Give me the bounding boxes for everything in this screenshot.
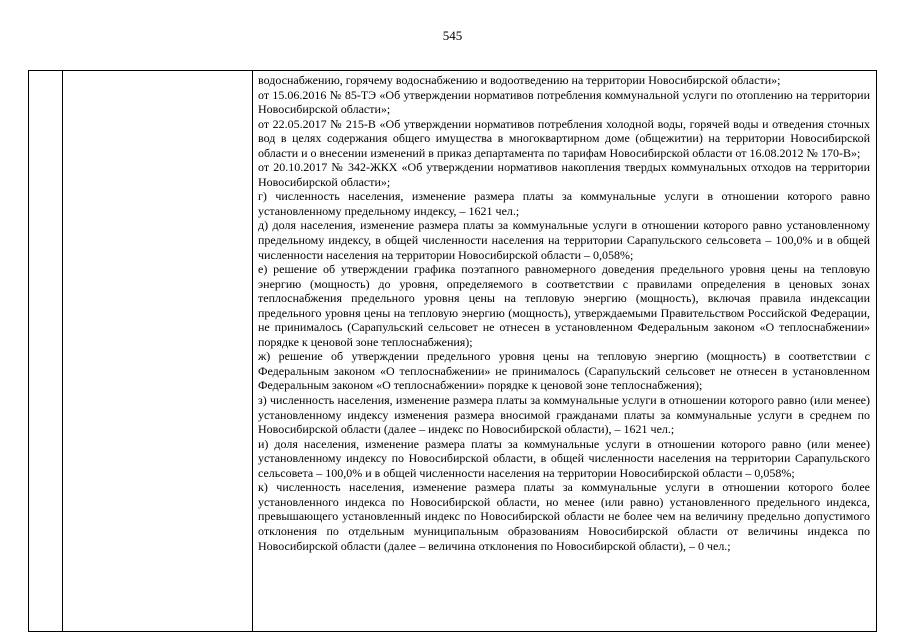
- table-column-text: [253, 71, 876, 631]
- paragraph: и) доля населения, изменение размера платы за коммунальные услуги в отношении которого равно (или менее) установленному индексу по Новосибирской области, в общей численности населения на территории Сарапульского сельсовета – 100,0% и в общей численности населения на территории Новосибирской области – 0,058%;: [258, 436, 870, 480]
- paragraph: г) численность населения, изменение размера платы за коммунальные услуги в отношении которого равно установленному предельному индексу, – 1621 чел.;: [258, 189, 870, 218]
- paragraph: д) доля населения, изменение размера платы за коммунальные услуги в отношении которого равно установленному предельному индексу, в общей численности населения на территории Сарапульского сельсовета – 100,0% и в общей численности населения на территории Новосибирской области – 0,058%;: [258, 218, 870, 262]
- document-table: [28, 70, 877, 632]
- paragraph: водоснабжению, горячему водоснабжению и водоотведению на территории Новосибирской области»;: [258, 73, 781, 87]
- paragraph: к) численность населения, изменение размера платы за коммунальные услуги в отношении которого более установленного индекса по Новосибирской области, но менее (или равно) установленного предельного индекса, превышающего установленный индекс по Новосибирской области не более чем на величину предельно допустимого отклонения по отдельным муниципальным образованиям Новосибирской области от величины индекса по Новосибирской области (далее – величина отклонения по Новосибирской области), – 0 чел.;: [258, 480, 870, 553]
- paragraph: от 20.10.2017 № 342-ЖКХ «Об утверждении нормативов накопления твердых коммунальных отходов на территории Новосибирской области»;: [258, 160, 870, 189]
- paragraph: от 22.05.2017 № 215-В «Об утверждении нормативов потребления холодной воды, горячей воды и отведения сточных вод в целях содержания общего имущества в многоквартирном доме (общежитии) на территории Новосибирской области и о внесении изменений в приказ департамента по тарифам Новосибирской области от 16.08.2012 № 170-В»;: [258, 116, 870, 160]
- page-number: 545: [442, 28, 463, 43]
- table-column-empty-2: [63, 71, 253, 631]
- paragraph: з) численность населения, изменение размера платы за коммунальные услуги в отношении которого равно (или менее) установленному индексу изменения размера вносимой гражданами платы за коммунальные услуги в среднем по Новосибирской области (далее – индекс по Новосибирской области), – 1621 чел.;: [258, 393, 870, 437]
- table-column-empty-1: [29, 71, 63, 631]
- paragraph: ж) решение об утверждении предельного уровня цены на тепловую энергию (мощность) в соответствии с Федеральным законом «О теплоснабжении» не принималось (Сарапульский сельсовет не отнесен в установленном Федеральным законом «О теплоснабжении» порядке к ценовой зоне теплоснабжения);: [258, 349, 870, 393]
- paragraph: е) решение об утверждении графика поэтапного равномерного доведения предельного уровня цены на тепловую энергию (мощность) до уровня, определяемого в соответствии с правилами определения в ценовых зонах теплоснабжения предельного уровня цены на тепловую энергию (мощность), включая правила индексации предельного уровня цены на тепловую энергию (мощность), утверждаемыми Правительством Российской Федерации, не принималось (Сарапульский сельсовет не отнесен в установленном Федеральным законом «О теплоснабжении» порядке к ценовой зоне теплоснабжения);: [258, 262, 870, 349]
- paragraph: от 15.06.2016 № 85-ТЭ «Об утверждении нормативов потребления коммунальной услуги по отоплению на территории Новосибирской области»;: [258, 87, 870, 117]
